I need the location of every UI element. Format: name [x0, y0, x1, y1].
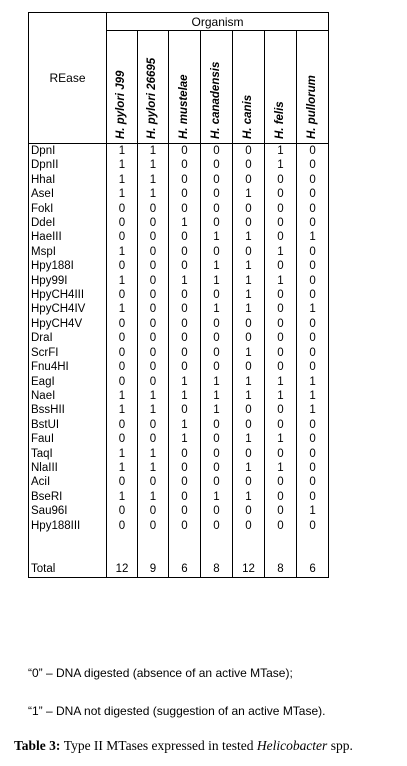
- organism-label: H. pullorum: [305, 75, 318, 139]
- table-row: [29, 302, 329, 316]
- value-cell: 0: [107, 360, 138, 374]
- value-cell: 0: [265, 173, 297, 187]
- value-cell: 0: [265, 360, 297, 374]
- value-cell: 1: [233, 432, 265, 446]
- value-cell: 0: [107, 230, 138, 244]
- table-row: [29, 447, 329, 461]
- value-cell: 0: [297, 331, 329, 345]
- value-cell: 0: [297, 490, 329, 504]
- rease-name-cell: DraI: [29, 331, 107, 345]
- table-row: [29, 144, 329, 159]
- value-cell: 0: [169, 346, 201, 360]
- value-cell: 0: [201, 173, 233, 187]
- value-cell: 0: [233, 403, 265, 417]
- value-cell: 0: [138, 274, 169, 288]
- value-cell: 0: [201, 360, 233, 374]
- value-cell: 0: [265, 418, 297, 432]
- value-cell: 0: [138, 302, 169, 316]
- value-cell: 1: [107, 461, 138, 475]
- value-cell: 0: [297, 274, 329, 288]
- value-cell: 0: [169, 360, 201, 374]
- value-cell: 1: [138, 490, 169, 504]
- rease-name-cell: Fnu4HI: [29, 360, 107, 374]
- table-row: [29, 216, 329, 230]
- value-cell: 0: [201, 331, 233, 345]
- table-row: [29, 230, 329, 244]
- value-cell: 1: [201, 389, 233, 403]
- organism-group-header: Organism: [107, 13, 329, 31]
- value-cell: 0: [233, 360, 265, 374]
- total-value-cell: 12: [107, 551, 138, 578]
- value-cell: 0: [107, 475, 138, 489]
- rease-name-cell: NlaIII: [29, 461, 107, 475]
- value-cell: 0: [265, 447, 297, 461]
- value-cell: 0: [297, 461, 329, 475]
- value-cell: 0: [107, 504, 138, 518]
- value-cell: 0: [107, 432, 138, 446]
- value-cell: 0: [169, 202, 201, 216]
- value-cell: 0: [138, 418, 169, 432]
- value-cell: 0: [138, 375, 169, 389]
- value-cell: 1: [107, 173, 138, 187]
- value-cell: 1: [138, 403, 169, 417]
- rease-name-cell: BssHII: [29, 403, 107, 417]
- value-cell: 0: [138, 331, 169, 345]
- value-cell: 0: [265, 288, 297, 302]
- value-cell: 0: [169, 288, 201, 302]
- spacer-cell: [107, 533, 138, 551]
- organism-header: [265, 31, 297, 144]
- table-row: [29, 519, 329, 533]
- table-row: [29, 173, 329, 187]
- rease-name-cell: Hpy188I: [29, 259, 107, 273]
- value-cell: 1: [201, 230, 233, 244]
- value-cell: 1: [297, 389, 329, 403]
- table-row: [29, 475, 329, 489]
- organism-label: H. canis: [241, 94, 254, 139]
- rease-name-cell: Hpy99I: [29, 274, 107, 288]
- caption-genus: Helicobacter: [256, 738, 328, 753]
- total-value-cell: 6: [169, 551, 201, 578]
- value-cell: 1: [201, 490, 233, 504]
- table-row: [29, 259, 329, 273]
- value-cell: 0: [265, 519, 297, 533]
- rease-name-cell: DdeI: [29, 216, 107, 230]
- value-cell: 0: [107, 288, 138, 302]
- rease-name-cell: HpyCH4V: [29, 317, 107, 331]
- organism-label: H. pylori 26695: [146, 57, 158, 139]
- value-cell: 1: [138, 187, 169, 201]
- value-cell: 0: [297, 447, 329, 461]
- value-cell: 1: [297, 230, 329, 244]
- value-cell: 0: [233, 331, 265, 345]
- value-cell: 1: [169, 375, 201, 389]
- value-cell: 0: [169, 173, 201, 187]
- spacer-cell: [201, 533, 233, 551]
- table-row: [29, 245, 329, 259]
- value-cell: 1: [169, 418, 201, 432]
- value-cell: 0: [297, 158, 329, 172]
- organism-label: H. pylori J99: [115, 70, 127, 139]
- table-row: [29, 403, 329, 417]
- table-row: [29, 375, 329, 389]
- table-row: [29, 418, 329, 432]
- rease-name-cell: AseI: [29, 187, 107, 201]
- value-cell: 0: [138, 259, 169, 273]
- value-cell: 1: [233, 490, 265, 504]
- table-body: [29, 144, 329, 578]
- value-cell: 0: [233, 475, 265, 489]
- rease-name-cell: FauI: [29, 432, 107, 446]
- value-cell: 0: [138, 317, 169, 331]
- value-cell: 0: [169, 490, 201, 504]
- value-cell: 1: [138, 461, 169, 475]
- rease-name-cell: Hpy188III: [29, 519, 107, 533]
- value-cell: 1: [265, 375, 297, 389]
- value-cell: 0: [233, 144, 265, 159]
- rease-name-cell: BstUI: [29, 418, 107, 432]
- caption-label: Table 3:: [14, 738, 61, 753]
- value-cell: 0: [169, 317, 201, 331]
- value-cell: 0: [107, 375, 138, 389]
- value-cell: 0: [201, 432, 233, 446]
- value-cell: 1: [265, 144, 297, 159]
- value-cell: 0: [169, 158, 201, 172]
- total-value-cell: 12: [233, 551, 265, 578]
- table-row: [29, 461, 329, 475]
- value-cell: 1: [265, 389, 297, 403]
- value-cell: 0: [138, 216, 169, 230]
- value-cell: 1: [233, 375, 265, 389]
- value-cell: 0: [169, 259, 201, 273]
- value-cell: 0: [201, 245, 233, 259]
- organism-header: [138, 31, 169, 144]
- value-cell: 0: [169, 475, 201, 489]
- caption-text-after: spp.: [327, 738, 353, 753]
- spacer-cell: [169, 533, 201, 551]
- value-cell: 0: [169, 331, 201, 345]
- table-row: [29, 202, 329, 216]
- value-cell: 1: [233, 187, 265, 201]
- value-cell: 0: [201, 346, 233, 360]
- rease-name-cell: AciI: [29, 475, 107, 489]
- rease-name-cell: NaeI: [29, 389, 107, 403]
- value-cell: 0: [138, 230, 169, 244]
- value-cell: 0: [265, 346, 297, 360]
- spacer-row: [29, 533, 329, 551]
- value-cell: 0: [297, 317, 329, 331]
- value-cell: 0: [138, 360, 169, 374]
- value-cell: 0: [169, 302, 201, 316]
- value-cell: 0: [169, 144, 201, 159]
- rease-name-cell: HaeIII: [29, 230, 107, 244]
- spacer-cell: [29, 533, 107, 551]
- value-cell: 0: [297, 519, 329, 533]
- value-cell: 0: [138, 432, 169, 446]
- value-cell: 0: [265, 490, 297, 504]
- value-cell: 1: [233, 389, 265, 403]
- spacer-cell: [233, 533, 265, 551]
- rease-name-cell: HpyCH4III: [29, 288, 107, 302]
- total-row: [29, 551, 329, 578]
- rease-name-cell: TaqI: [29, 447, 107, 461]
- table-row: [29, 317, 329, 331]
- table-row: [29, 490, 329, 504]
- value-cell: 1: [138, 158, 169, 172]
- value-cell: 0: [265, 202, 297, 216]
- spacer-cell: [138, 533, 169, 551]
- value-cell: 1: [169, 274, 201, 288]
- rease-name-cell: MspI: [29, 245, 107, 259]
- value-cell: 1: [107, 245, 138, 259]
- organism-header: [201, 31, 233, 144]
- value-cell: 0: [107, 216, 138, 230]
- organism-label: H. felis: [273, 101, 286, 139]
- value-cell: 0: [233, 418, 265, 432]
- organism-header: [297, 31, 329, 144]
- value-cell: 1: [201, 259, 233, 273]
- value-cell: 1: [138, 173, 169, 187]
- total-value-cell: 6: [297, 551, 329, 578]
- value-cell: 0: [107, 202, 138, 216]
- value-cell: 1: [107, 490, 138, 504]
- value-cell: 1: [201, 302, 233, 316]
- value-cell: 0: [107, 519, 138, 533]
- value-cell: 0: [169, 187, 201, 201]
- value-cell: 1: [169, 432, 201, 446]
- value-cell: 1: [265, 245, 297, 259]
- table-row: [29, 158, 329, 172]
- organism-header: [233, 31, 265, 144]
- value-cell: 0: [297, 288, 329, 302]
- value-cell: 1: [107, 144, 138, 159]
- value-cell: 0: [265, 475, 297, 489]
- value-cell: 1: [297, 504, 329, 518]
- value-cell: 0: [233, 245, 265, 259]
- value-cell: 0: [297, 202, 329, 216]
- value-cell: 0: [233, 447, 265, 461]
- table-caption: [14, 738, 353, 754]
- footnote-zero: “0” – DNA digested (absence of an active MTase);: [28, 666, 293, 680]
- value-cell: 0: [201, 202, 233, 216]
- value-cell: 0: [138, 519, 169, 533]
- value-cell: 0: [201, 504, 233, 518]
- value-cell: 1: [201, 403, 233, 417]
- value-cell: 1: [297, 375, 329, 389]
- value-cell: 1: [201, 274, 233, 288]
- rease-name-cell: DpnI: [29, 144, 107, 159]
- footnote-one: “1” – DNA not digested (suggestion of an active MTase).: [28, 704, 326, 718]
- table-row: [29, 432, 329, 446]
- value-cell: 1: [169, 216, 201, 230]
- value-cell: 0: [265, 187, 297, 201]
- total-value-cell: 9: [138, 551, 169, 578]
- organism-label: H. canadensis: [209, 61, 222, 139]
- rease-name-cell: DpnII: [29, 158, 107, 172]
- value-cell: 0: [233, 504, 265, 518]
- value-cell: 0: [265, 216, 297, 230]
- value-cell: 1: [107, 158, 138, 172]
- value-cell: 1: [107, 187, 138, 201]
- rease-name-cell: ScrFI: [29, 346, 107, 360]
- value-cell: 1: [297, 403, 329, 417]
- value-cell: 0: [233, 216, 265, 230]
- value-cell: 0: [297, 173, 329, 187]
- value-cell: 0: [201, 144, 233, 159]
- rease-name-cell: HpyCH4IV: [29, 302, 107, 316]
- value-cell: 0: [201, 418, 233, 432]
- value-cell: 1: [265, 274, 297, 288]
- value-cell: 0: [233, 317, 265, 331]
- value-cell: 1: [233, 461, 265, 475]
- organism-header: [169, 31, 201, 144]
- value-cell: 1: [265, 432, 297, 446]
- value-cell: 0: [297, 360, 329, 374]
- value-cell: 0: [233, 202, 265, 216]
- value-cell: 0: [233, 158, 265, 172]
- value-cell: 0: [201, 519, 233, 533]
- value-cell: 0: [107, 317, 138, 331]
- mtase-table: [28, 12, 329, 578]
- value-cell: 0: [169, 447, 201, 461]
- value-cell: 0: [138, 202, 169, 216]
- value-cell: 0: [297, 346, 329, 360]
- value-cell: 0: [297, 259, 329, 273]
- total-value-cell: 8: [201, 551, 233, 578]
- value-cell: 0: [265, 331, 297, 345]
- organism-header: [107, 31, 138, 144]
- value-cell: 1: [138, 389, 169, 403]
- rease-name-cell: EagI: [29, 375, 107, 389]
- value-cell: 0: [297, 245, 329, 259]
- value-cell: 1: [107, 403, 138, 417]
- value-cell: 0: [297, 144, 329, 159]
- value-cell: 0: [201, 317, 233, 331]
- value-cell: 1: [138, 144, 169, 159]
- value-cell: 1: [233, 346, 265, 360]
- value-cell: 0: [265, 403, 297, 417]
- mtase-table-container: [28, 12, 328, 660]
- value-cell: 0: [138, 475, 169, 489]
- value-cell: 0: [138, 288, 169, 302]
- value-cell: 0: [201, 158, 233, 172]
- value-cell: 0: [107, 346, 138, 360]
- value-cell: 0: [201, 461, 233, 475]
- rease-name-cell: Sau96I: [29, 504, 107, 518]
- value-cell: 0: [265, 259, 297, 273]
- value-cell: 0: [297, 418, 329, 432]
- value-cell: 1: [265, 461, 297, 475]
- value-cell: 1: [169, 389, 201, 403]
- value-cell: 0: [265, 302, 297, 316]
- table-row: [29, 360, 329, 374]
- value-cell: 0: [107, 331, 138, 345]
- value-cell: 1: [233, 274, 265, 288]
- value-cell: 0: [297, 216, 329, 230]
- value-cell: 0: [233, 173, 265, 187]
- spacer-cell: [297, 533, 329, 551]
- rease-name-cell: HhaI: [29, 173, 107, 187]
- total-value-cell: 8: [265, 551, 297, 578]
- value-cell: 0: [201, 475, 233, 489]
- value-cell: 0: [297, 187, 329, 201]
- caption-text-before: Type II MTases expressed in tested: [63, 738, 257, 753]
- value-cell: 1: [233, 259, 265, 273]
- table-row: [29, 389, 329, 403]
- value-cell: 1: [297, 302, 329, 316]
- value-cell: 0: [201, 288, 233, 302]
- table-row: [29, 504, 329, 518]
- value-cell: 1: [107, 274, 138, 288]
- value-cell: 0: [169, 519, 201, 533]
- value-cell: 0: [169, 245, 201, 259]
- value-cell: 0: [138, 346, 169, 360]
- value-cell: 1: [107, 302, 138, 316]
- table-row: [29, 346, 329, 360]
- value-cell: 1: [138, 447, 169, 461]
- table-row: [29, 288, 329, 302]
- value-cell: 0: [201, 187, 233, 201]
- value-cell: 0: [169, 504, 201, 518]
- value-cell: 1: [233, 230, 265, 244]
- rease-column-header: REase: [29, 13, 107, 144]
- value-cell: 0: [169, 403, 201, 417]
- value-cell: 1: [233, 288, 265, 302]
- value-cell: 0: [169, 230, 201, 244]
- value-cell: 0: [265, 504, 297, 518]
- table-row: [29, 187, 329, 201]
- value-cell: 0: [169, 461, 201, 475]
- value-cell: 0: [201, 216, 233, 230]
- value-cell: 1: [233, 302, 265, 316]
- value-cell: 0: [138, 245, 169, 259]
- value-cell: 0: [233, 519, 265, 533]
- value-cell: 1: [107, 389, 138, 403]
- value-cell: 0: [265, 230, 297, 244]
- value-cell: 0: [265, 317, 297, 331]
- rease-name-cell: FokI: [29, 202, 107, 216]
- table-row: [29, 331, 329, 345]
- value-cell: 0: [297, 432, 329, 446]
- value-cell: 1: [265, 158, 297, 172]
- value-cell: 0: [201, 447, 233, 461]
- value-cell: 0: [138, 504, 169, 518]
- table-row: [29, 274, 329, 288]
- total-label: Total: [29, 551, 107, 578]
- value-cell: 0: [297, 475, 329, 489]
- spacer-cell: [265, 533, 297, 551]
- value-cell: 1: [201, 375, 233, 389]
- value-cell: 0: [107, 259, 138, 273]
- value-cell: 0: [107, 418, 138, 432]
- organism-label: H. mustelae: [177, 74, 190, 139]
- value-cell: 1: [107, 447, 138, 461]
- rease-name-cell: BseRI: [29, 490, 107, 504]
